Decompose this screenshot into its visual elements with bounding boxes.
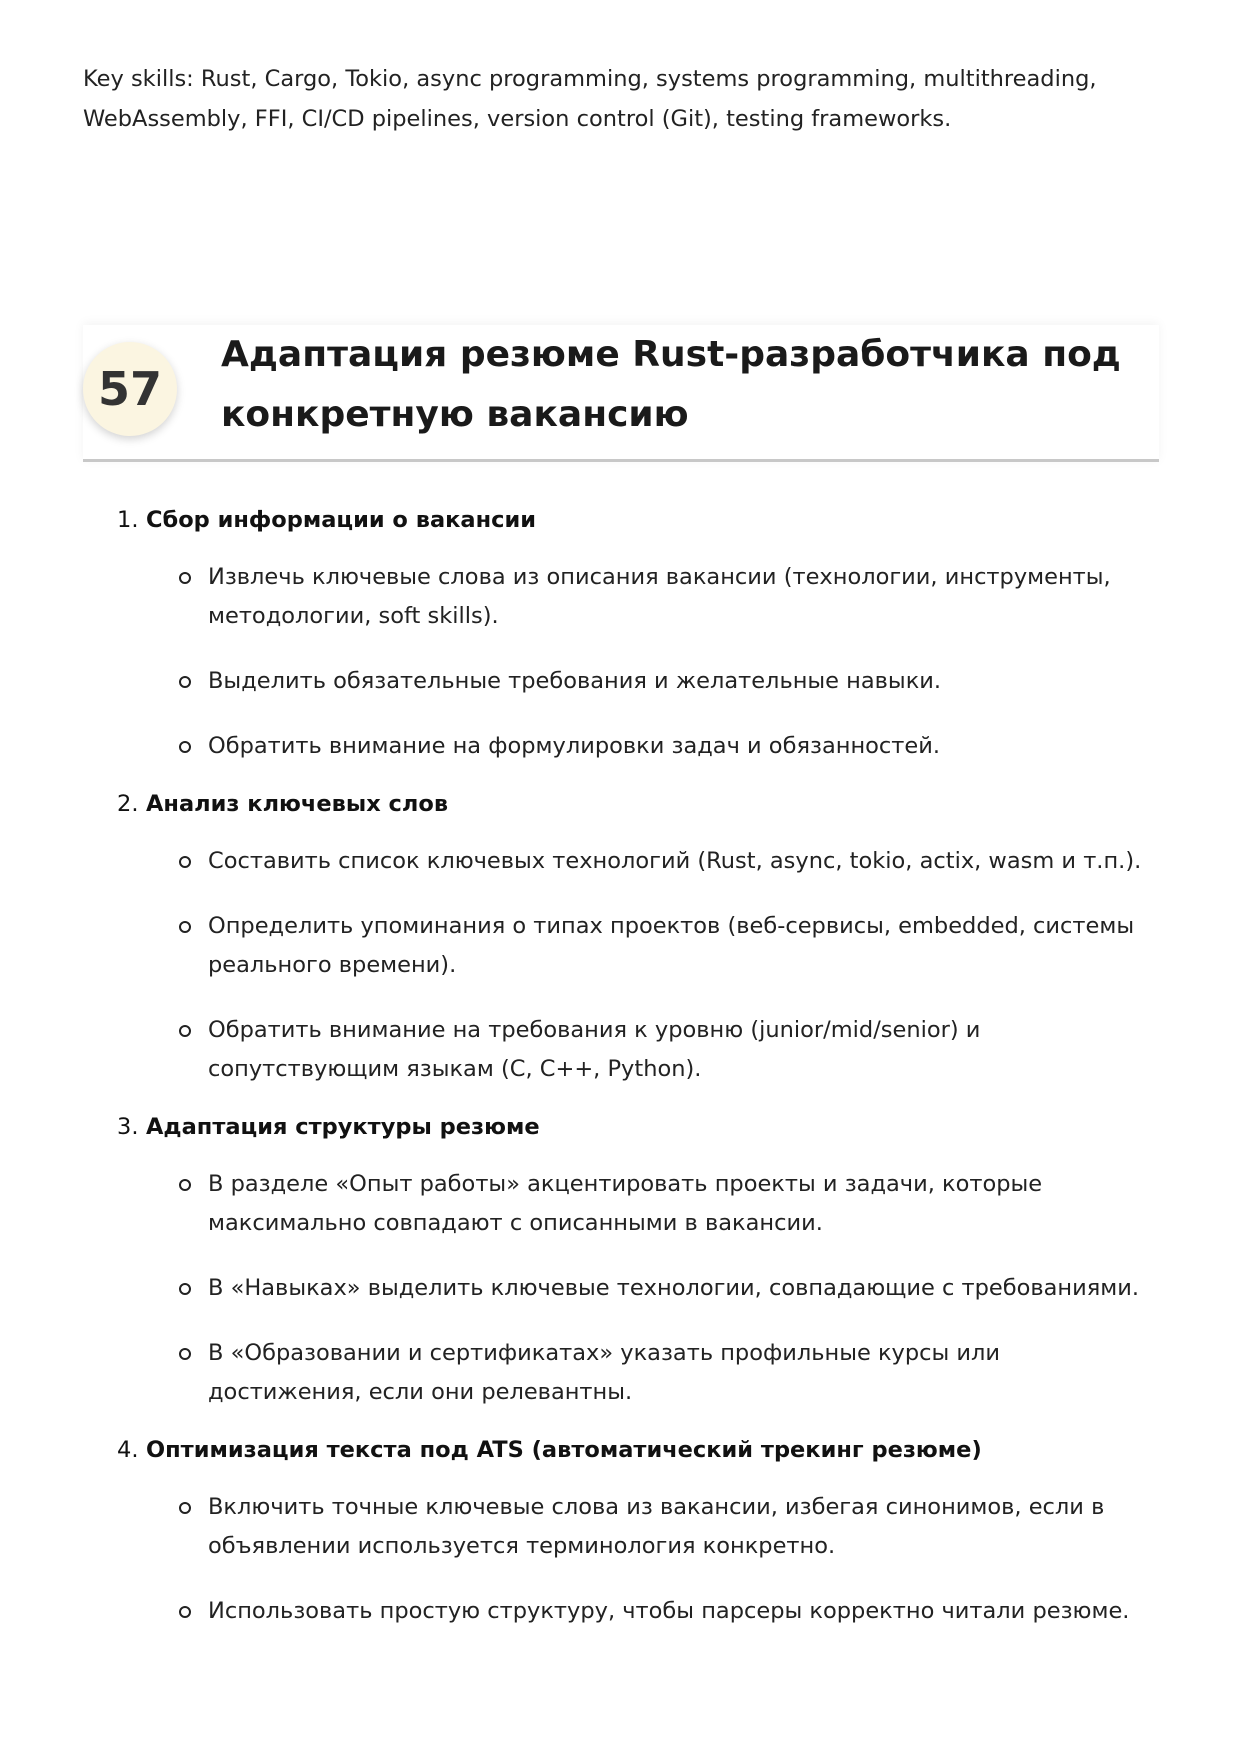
step-item: [83, 784, 1159, 1089]
list-item: [83, 558, 1159, 636]
circle-bullet-icon: [179, 1025, 191, 1037]
step-number: 4.: [117, 1437, 139, 1463]
list-item-text: Извлечь ключевые слова из описания вакансии (технологии, инструменты, методологии, soft skills).: [208, 564, 1111, 629]
circle-bullet-icon: [179, 676, 191, 688]
list-item: [83, 842, 1159, 881]
step-heading: [83, 500, 1159, 540]
step-item: [83, 1430, 1159, 1631]
section-header: [83, 325, 1159, 462]
steps-list: [83, 500, 1159, 1631]
list-item-text: Использовать простую структуру, чтобы парсеры корректно читали резюме.: [208, 1598, 1130, 1624]
step-heading: [83, 784, 1159, 824]
list-item-text: В разделе «Опыт работы» акцентировать проекты и задачи, которые максимально совпадают с описанными в вакансии.: [208, 1171, 1043, 1236]
step-number: 3.: [117, 1114, 139, 1140]
section-title: Адаптация резюме Rust-разработчика под конкретную вакансию: [221, 334, 1121, 435]
list-item: [83, 1334, 1159, 1412]
step-title: Оптимизация текста под ATS (автоматический трекинг резюме): [146, 1437, 982, 1463]
list-item-text: Составить список ключевых технологий (Rust, async, tokio, actix, wasm и т.п.).: [208, 848, 1142, 874]
key-skills-paragraph: Key skills: Rust, Cargo, Tokio, async programming, systems programming, multithreading, WebAssembly, FFI, CI/CD pipelines, version control (Git), testing frameworks.: [83, 66, 1097, 132]
circle-bullet-icon: [179, 1502, 191, 1514]
list-item: [83, 727, 1159, 766]
step-subitems: [83, 1165, 1159, 1412]
circle-bullet-icon: [179, 1179, 191, 1191]
document-page: [83, 0, 1159, 1649]
list-item: [83, 1011, 1159, 1089]
step-number: 1.: [117, 507, 139, 533]
list-item-text: Выделить обязательные требования и желательные навыки.: [208, 668, 942, 694]
list-item-text: Обратить внимание на формулировки задач и обязанностей.: [208, 733, 941, 759]
list-item-text: Определить упоминания о типах проектов (веб-сервисы, embedded, системы реального времени).: [208, 913, 1135, 978]
step-item: [83, 1107, 1159, 1412]
circle-bullet-icon: [179, 1348, 191, 1360]
circle-bullet-icon: [179, 856, 191, 868]
list-item: [83, 1165, 1159, 1243]
list-item: [83, 662, 1159, 701]
section-number-badge: 57: [83, 342, 177, 436]
circle-bullet-icon: [179, 1283, 191, 1295]
step-number: 2.: [117, 791, 139, 817]
list-item: [83, 907, 1159, 985]
list-item-text: В «Навыках» выделить ключевые технологии, совпадающие с требованиями.: [208, 1275, 1140, 1301]
circle-bullet-icon: [179, 1606, 191, 1618]
list-item: [83, 1269, 1159, 1308]
step-title: Адаптация структуры резюме: [146, 1114, 540, 1140]
step-heading: [83, 1430, 1159, 1470]
step-subitems: [83, 1488, 1159, 1631]
step-subitems: [83, 842, 1159, 1089]
list-item: [83, 1592, 1159, 1631]
step-subitems: [83, 558, 1159, 766]
circle-bullet-icon: [179, 741, 191, 753]
circle-bullet-icon: [179, 921, 191, 933]
list-item-text: В «Образовании и сертификатах» указать профильные курсы или достижения, если они релевантны.: [208, 1340, 1001, 1405]
list-item: [83, 1488, 1159, 1566]
circle-bullet-icon: [179, 572, 191, 584]
list-item-text: Обратить внимание на требования к уровню (junior/mid/senior) и сопутствующим языкам (C, C++, Python).: [208, 1017, 981, 1082]
step-title: Сбор информации о вакансии: [146, 507, 537, 533]
step-heading: [83, 1107, 1159, 1147]
list-item-text: Включить точные ключевые слова из вакансии, избегая синонимов, если в объявлении используется терминология конкретно.: [208, 1494, 1105, 1559]
step-title: Анализ ключевых слов: [146, 791, 449, 817]
step-item: [83, 500, 1159, 766]
